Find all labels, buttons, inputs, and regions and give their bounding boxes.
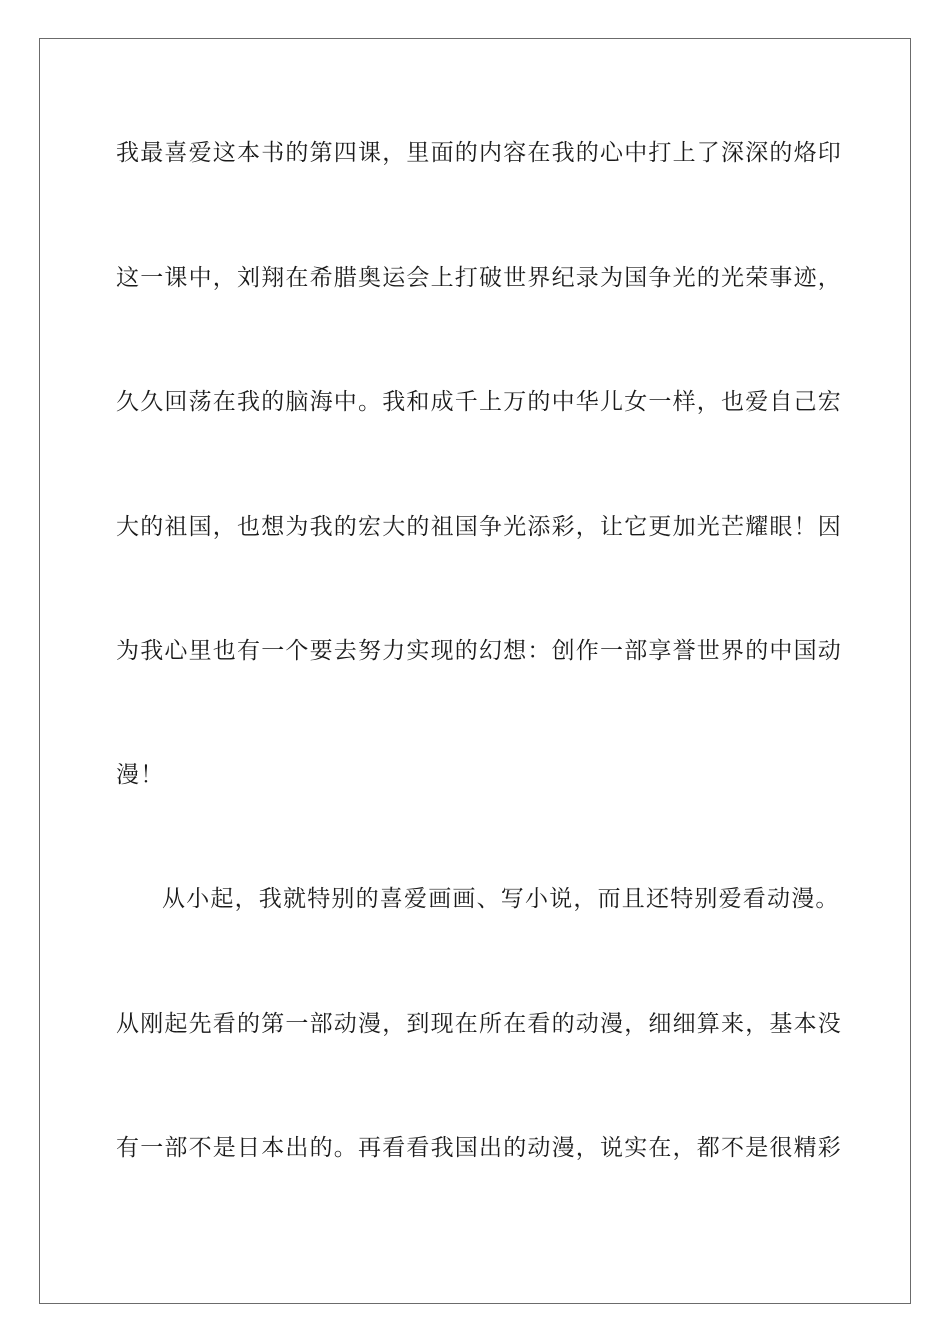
- paragraph-line-9: 有一部不是日本出的。再看看我国出的动漫，说实在，都不是很精彩: [116, 1135, 842, 1161]
- paragraph-line-3: 久久回荡在我的脑海中。我和成千上万的中华儿女一样，也爱自己宏: [116, 389, 842, 415]
- paragraph-line-8: 从刚起先看的第一部动漫，到现在所在看的动漫，细细算来，基本没: [116, 1011, 842, 1037]
- page-border: [39, 38, 911, 1304]
- paragraph-line-6: 漫！: [116, 762, 165, 788]
- paragraph-line-2: 这一课中，刘翔在希腊奥运会上打破世界纪录为国争光的光荣事迹，: [116, 265, 842, 291]
- paragraph-line-4: 大的祖国，也想为我的宏大的祖国争光添彩，让它更加光芒耀眼！因: [116, 514, 842, 540]
- paragraph-line-1: 我最喜爱这本书的第四课，里面的内容在我的心中打上了深深的烙印: [116, 140, 842, 166]
- paragraph-line-7: 从小起，我就特别的喜爱画画、写小说，而且还特别爱看动漫。: [162, 886, 840, 912]
- paragraph-line-5: 为我心里也有一个要去努力实现的幻想：创作一部享誉世界的中国动: [116, 638, 842, 664]
